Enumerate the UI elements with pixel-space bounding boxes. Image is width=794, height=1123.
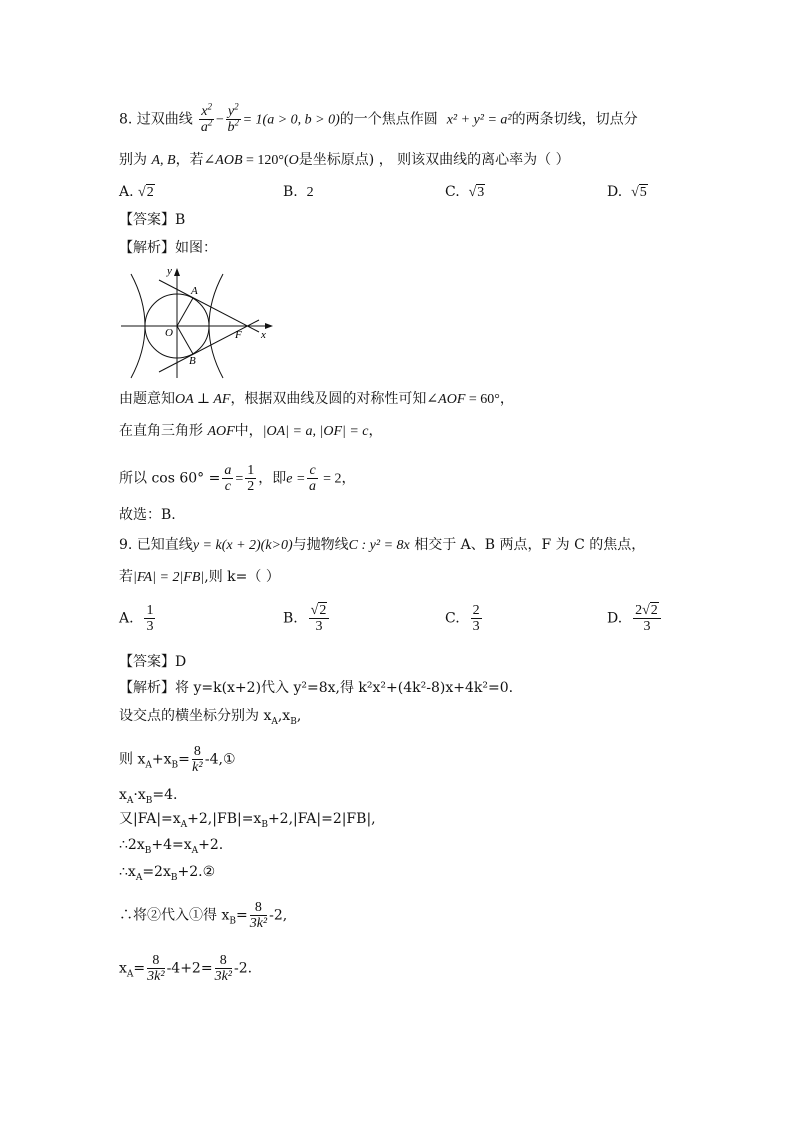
q8-option-c: C. √3: [445, 182, 485, 203]
q9-solution-5: 又$|FA|=x_A+2,|FB|=x_B+2,|FA|=2|FB|$,: [119, 811, 376, 830]
q9-option-c: C. $\frac{2}{3}$: [445, 603, 480, 634]
sqrt-symbol: √2: [138, 185, 154, 200]
q9-solution-4: $x_A\cdot x_B=4$.: [119, 787, 178, 806]
q9-solution-7: $\therefore x_A=2x_B+2.②$: [119, 864, 216, 883]
figure-label-y: y: [167, 265, 172, 277]
q8-analysis-heading: 【解析】如图：: [119, 240, 217, 256]
sqrt-symbol: √5: [631, 185, 647, 200]
q8-option-a: A. √2: [119, 182, 155, 203]
q8-option-b: B. 2: [283, 184, 314, 200]
figure-label-a: A: [191, 285, 198, 297]
figure-label-f: F: [235, 329, 242, 341]
sqrt-symbol: √3: [468, 185, 485, 200]
sqrt-symbol: √2: [310, 603, 327, 618]
q9-solution-3: 则 $x_A+x_B=$ $\frac{8}{\text{k²}}$ -4,①: [119, 744, 236, 775]
q9-answer: 【答案】D: [119, 654, 187, 670]
q8-stem-line2: 别为 A, B，若∠AOB = 120°(O是坐标原点) ， 则该双曲线的离心率为（ ）: [119, 152, 570, 168]
figure-label-o: O: [165, 327, 173, 339]
q9-solution-9: $x_A=$ $\frac{8}{\text{3k²}}$ -4+2= $\frac{8}{\text{3k²}}$ -2.: [119, 953, 253, 984]
q8-option-d: D. √5: [607, 182, 648, 203]
figure-label-x: x: [261, 329, 266, 341]
q9-solution-8: ∴将②代入①得 $x_B=$ $\frac{8}{\text{3k²}}$ -2,: [119, 900, 288, 931]
q8-solution-line2: 在直角三角形 AOF中，|OA| = a, |OF| = c，: [119, 423, 383, 439]
q8-conclusion: 故选：B.: [119, 507, 176, 523]
q9-stem-line1: 9. 已知直线y = k(x + 2)(k>0)与抛物线C : y² = 8x 相交于 A、B 两点，F 为 C 的焦点，: [119, 537, 646, 553]
hyperbola-circle-figure: [119, 262, 279, 382]
q9-option-d: D. $\frac{2√2}{3}$: [607, 603, 663, 634]
fraction-x2-a2: $\frac{x^2}{a^2}$: [200, 101, 213, 135]
figure-label-b: B: [189, 355, 196, 367]
q9-solution-1: 【解析】将 y=k(x+2)代入 y²=8x,得 k²x²+(4k²-8)x+4k²=0.: [119, 680, 514, 696]
q9-stem-line2: 若|FA| = 2|FB|,则 k=（ ）: [119, 569, 280, 585]
q9-option-a: A. $\frac{1}{3}$: [119, 603, 154, 634]
fraction-y2-b2: $\frac{y^2}{b^2}$: [227, 101, 239, 135]
q8-solution-line1: 由题意知OA ⊥ AF，根据双曲线及圆的对称性可知∠AOF = 60°，: [119, 391, 514, 407]
q8-answer: 【答案】B: [119, 212, 186, 228]
q9-option-b: B. $\frac{√2}{3}$: [283, 603, 331, 634]
q9-solution-2: 设交点的横坐标分别为 $x_A,x_B$,: [119, 708, 302, 727]
q9-solution-6: $\therefore 2x_B+4=x_A+2$.: [119, 837, 224, 856]
q8-solution-line3: 所以 cos 60° = $\frac{a}{c}$ = $\frac{1}{2}$ ，即e = $\frac{c}{a}$ = 2，: [119, 463, 356, 494]
sqrt-symbol: √2: [642, 603, 658, 618]
q8-stem-line1: 8. 过双曲线 $\frac{x^2}{a^2}$ − $\frac{y^2}{b^2}$ = 1(a > 0, b > 0)的一个焦点作圆 x² + y² = a²的两条切线，切点分: [119, 101, 638, 135]
